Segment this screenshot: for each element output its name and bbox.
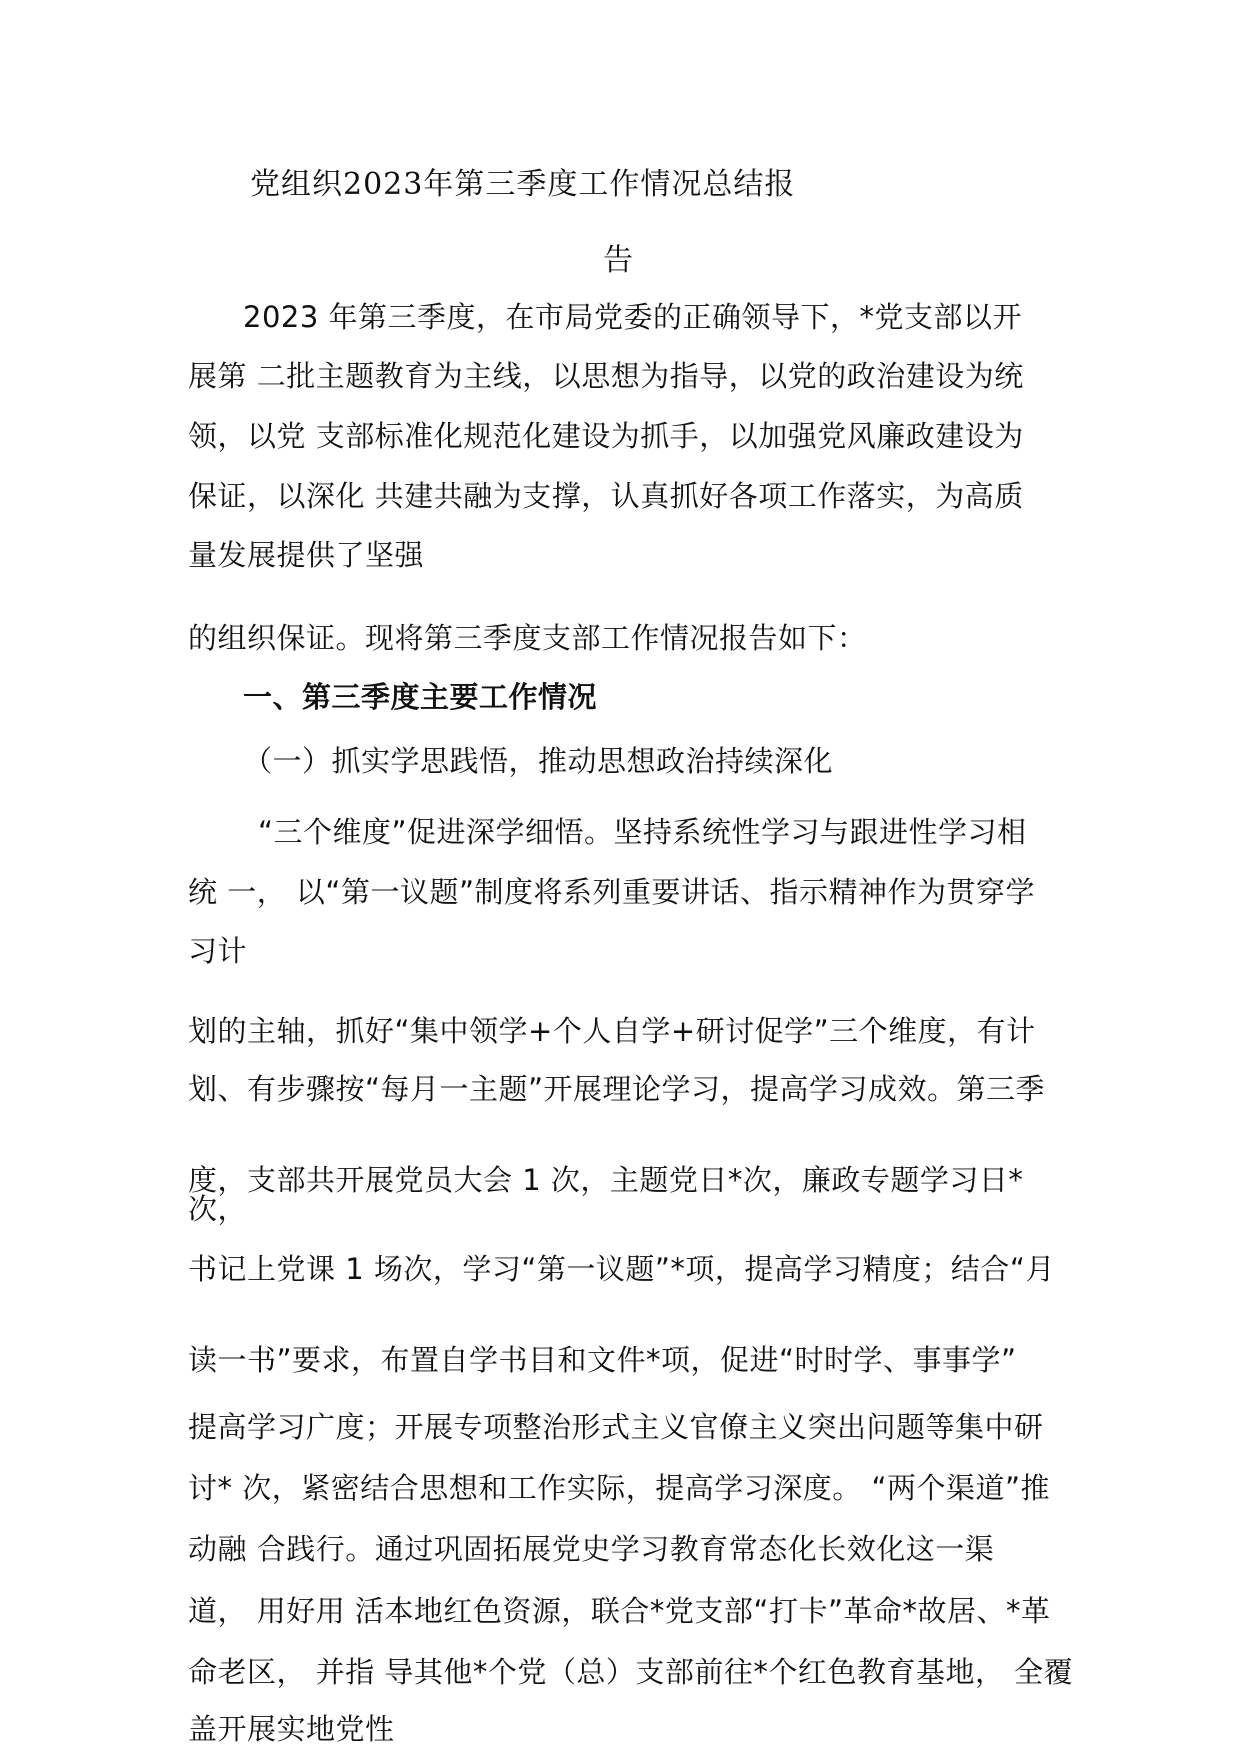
subsection-heading: （一）抓实学思践悟，推动思想政治持续深化 xyxy=(243,744,834,778)
paragraph-line: 划、有步骤按“每月一主题”开展理论学习，提高学习成效。第三季 xyxy=(188,1072,1046,1106)
paragraph-line: 统 一， 以“第一议题”制度将系列重要讲话、指示精神作为贯穿学 xyxy=(188,875,1035,909)
paragraph-line: 讨* 次，紧密结合思想和工作实际，提高学习深度。 “两个渠道”推 xyxy=(188,1471,1050,1505)
paragraph-line: 读一书”要求，布置自学书目和文件*项，促进“时时学、事事学” xyxy=(188,1343,1017,1377)
paragraph-line: 命老区， 并指 导其他*个党（总）支部前往*个红色教育基地， 全覆 xyxy=(188,1655,1074,1689)
paragraph-line: 划的主轴，抓好“集中领学+个人自学+研讨促学”三个维度，有计 xyxy=(188,1014,1036,1048)
paragraph-line: 领，以党 支部标准化规范化建设为抓手，以加强党风廉政建设为 xyxy=(188,419,1024,453)
paragraph-line: 动融 合践行。通过巩固拓展党史学习教育常态化长效化这一渠 xyxy=(188,1532,995,1566)
paragraph-line: 盖开展实地党性 xyxy=(188,1712,395,1746)
paragraph-line: 保证，以深化 共建共融为支撑，认真抓好各项工作落实，为高质 xyxy=(188,479,1024,513)
paragraph-line: 提高学习广度；开展专项整治形式主义官僚主义突出问题等集中研 xyxy=(188,1410,1044,1444)
paragraph-line: 展第 二批主题教育为主线，以思想为指导，以党的政治建设为统 xyxy=(188,359,1024,393)
paragraph-line: 书记上党课 1 场次，学习“第一议题”*项，提高学习精度；结合“月 xyxy=(188,1252,1055,1286)
paragraph-line: 量发展提供了坚强 xyxy=(188,538,425,572)
paragraph-line: “三个维度”促进深学细悟。坚持系统性学习与跟进性学习相 xyxy=(258,815,1027,849)
paragraph-line: 习计 xyxy=(188,934,248,968)
document-title-line-1: 党组织2023年第三季度工作情况总结报 xyxy=(250,167,796,202)
document-title-line-2: 告 xyxy=(603,243,634,278)
section-heading: 一、第三季度主要工作情况 xyxy=(243,680,598,714)
paragraph-line: 2023 年第三季度，在市局党委的正确领导下，*党支部以开 xyxy=(243,300,1023,334)
paragraph-line: 道， 用好用 活本地红色资源，联合*党支部“打卡”革命*故居、*革 xyxy=(188,1594,1051,1628)
paragraph-line: 次， xyxy=(188,1192,248,1226)
paragraph-line: 度，支部共开展党员大会 1 次，主题党日*次，廉政专题学习日* xyxy=(188,1163,1024,1197)
paragraph-line: 的组织保证。现将第三季度支部工作情况报告如下： xyxy=(188,621,867,655)
